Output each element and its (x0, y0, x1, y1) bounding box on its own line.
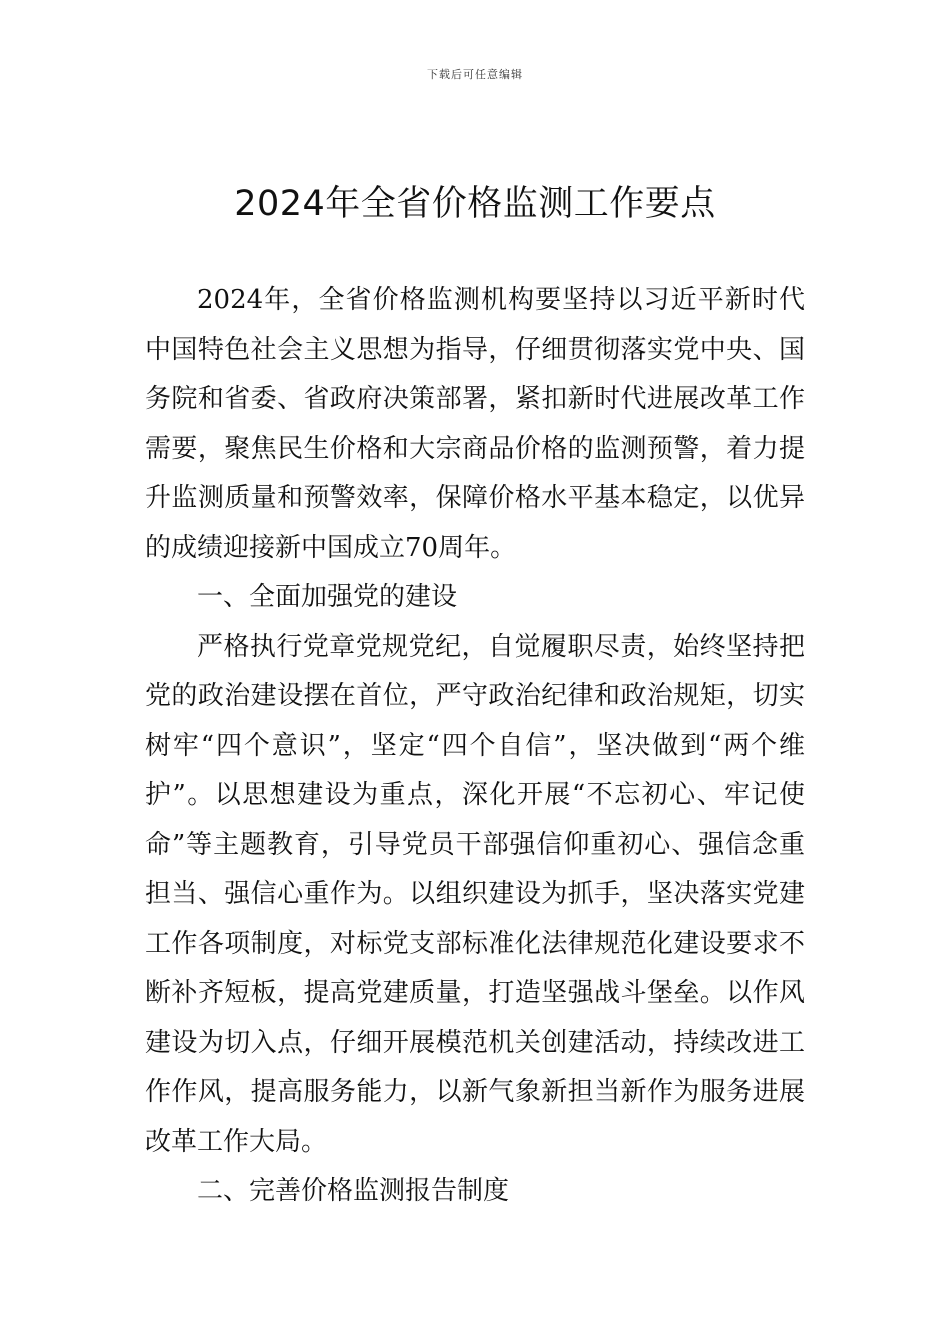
header-note: 下载后可任意编辑 (427, 68, 523, 81)
intro-paragraph: 2024年，全省价格监测机构要坚持以习近平新时代中国特色社会主义思想为指导，仔细贯彻落实党中央、国务院和省委、省政府决策部署，紧扣新时代进展改革工作需要，聚焦民生价格和大宗商品价格的监测预警，着力提升监测质量和预警效率，保障价格水平基本稳定，以优异的成绩迎接新中国成立70周年。 (145, 285, 805, 563)
section-heading-2: 二、完善价格监测报告制度 (197, 1176, 510, 1206)
section-1-paragraph: 严格执行党章党规党纪，自觉履职尽责，始终坚持把党的政治建设摆在首位，严守政治纪律和政治规矩，切实树牢“四个意识”，坚定“四个自信”，坚决做到“两个维护”。以思想建设为重点，深化开展“不忘初心、牢记使命”等主题教育，引导党员干部强信仰重初心、强信念重担当、强信心重作为。以组织建设为抓手，坚决落实党建工作各项制度，对标党支部标准化法律规范化建设要求不断补齐短板，提高党建质量，打造坚强战斗堡垒。以作风建设为切入点，仔细开展模范机关创建活动，持续改进工作作风，提高服务能力，以新气象新担当新作为服务进展改革工作大局。 (145, 631, 805, 1157)
section-heading-1: 一、全面加强党的建设 (197, 582, 458, 612)
document-body (145, 276, 805, 1217)
document-title: 2024年全省价格监测工作要点 (234, 184, 716, 224)
